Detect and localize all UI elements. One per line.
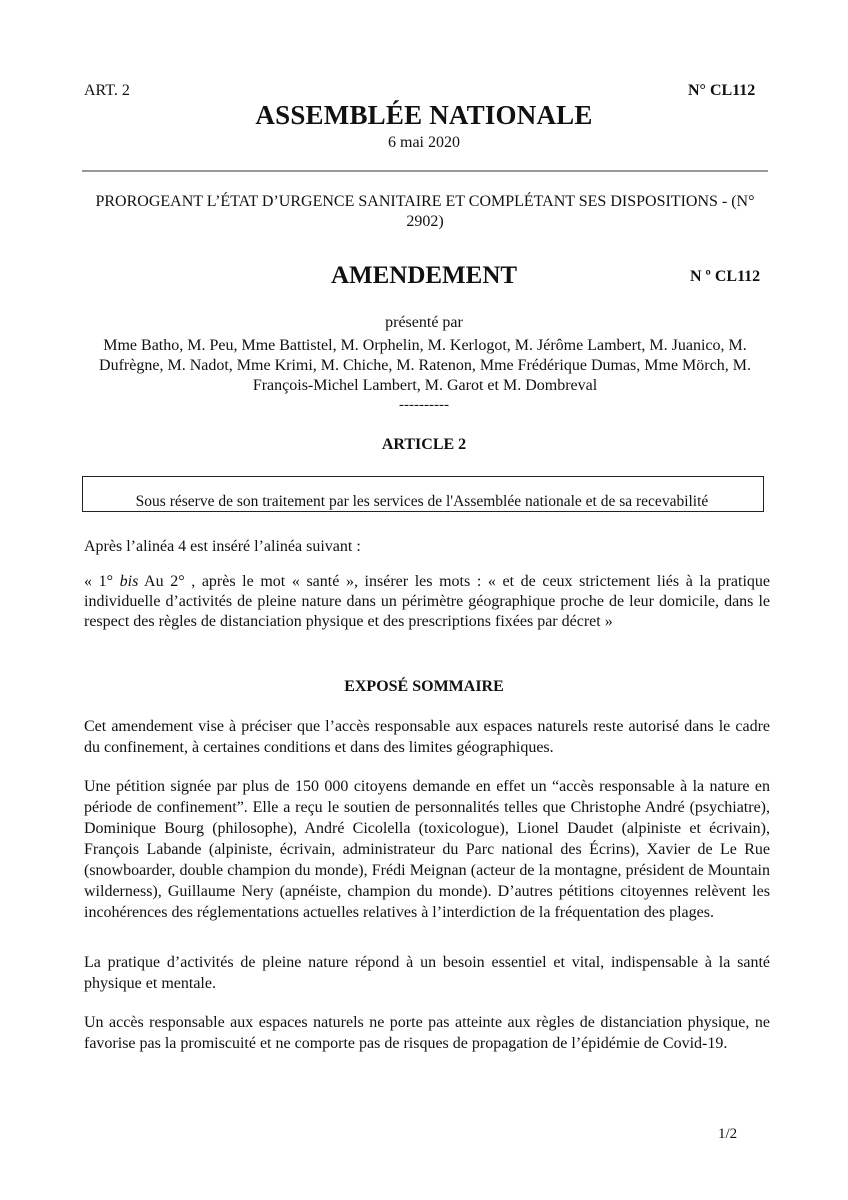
- notice-text: Sous réserve de son traitement par les services de l'Assemblée nationale et de sa recevabilité: [135, 493, 709, 510]
- amendment-text-prefix: « 1°: [84, 573, 120, 590]
- amendment-number: N º CL112: [690, 268, 761, 285]
- expose-paragraph: Cet amendement vise à préciser que l’accès responsable aux espaces naturels reste autorisé dans le cadre du confinement, à certaines conditions et dans des limites géographiques.: [84, 718, 770, 756]
- presented-by-label: présenté par: [385, 314, 463, 331]
- amendment-intro: Après l’alinéa 4 est inséré l’alinéa suivant :: [84, 538, 361, 555]
- amendment-text: [84, 572, 770, 632]
- article-label: ART. 2: [84, 82, 130, 99]
- assembly-title: ASSEMBLÉE NATIONALE: [255, 100, 593, 130]
- authors-list: Mme Batho, M. Peu, Mme Battistel, M. Orphelin, M. Kerlogot, M. Jérôme Lambert, M. Juanico, M. Dufrègne, M. Nadot, Mme Krimi, M. Chiche, M. Ratenon, Mme Frédérique Dumas, Mme Mörch, M. François-Michel Lambert, M. Garot et M. Dombreval: [99, 337, 751, 394]
- article-heading: ARTICLE 2: [381, 436, 467, 453]
- expose-paragraph: Un accès responsable aux espaces naturels ne porte pas atteinte aux règles de distanciation physique, ne favorise pas la promiscuité et ne comporte pas de risques de propagation de l’épidémie de Covid-19.: [84, 1014, 770, 1052]
- expose-paragraph: La pratique d’activités de pleine nature répond à un besoin essentiel et vital, indispensable à la santé physique et mentale.: [84, 954, 770, 992]
- separator-dashes: ----------: [399, 397, 449, 413]
- document-date: 6 mai 2020: [388, 134, 460, 151]
- page-number: 1/2: [718, 1126, 738, 1142]
- amendment-text-body: Au 2° , après le mot « santé », insérer les mots : « et de ceux strictement liés à la pratique individuelle d’activités de pleine nature dans un périmètre géographique proche de leur domicile, dans le respect des règles de distanciation physique et des prescriptions fixées par décret »: [84, 573, 770, 630]
- amendment-title: AMENDEMENT: [330, 262, 518, 289]
- expose-heading: EXPOSÉ SOMMAIRE: [344, 678, 504, 695]
- expose-paragraph: Une pétition signée par plus de 150 000 citoyens demande en effet un “accès responsable à la nature en période de confinement”. Elle a reçu le soutien de personnalités telles que Christophe André (psychiatre), Dominique Bourg (philosophe), André Cicolella (toxicologue), Lionel Daudet (alpiniste et écrivain), François Labande (alpiniste, écrivain, administrateur du Parc national des Écrins), Xavier de Le Rue (snowboarder, double champion du monde), Frédi Meignan (acteur de la montagne, président de Mountain wilderness), Guillaume Nery (apnéiste, champion du monde). D’autres pétitions citoyennes relèvent les incohérences des réglementations actuelles relatives à l’interdiction de la fréquentation des plages.: [84, 778, 770, 921]
- amendment-text-bis: bis: [119, 573, 139, 590]
- bill-subject: PROROGEANT L’ÉTAT D’URGENCE SANITAIRE ET COMPLÉTANT SES DISPOSITIONS - (N° 2902): [95, 193, 755, 230]
- amendment-number-header: N° CL112: [688, 82, 756, 99]
- header-divider: [82, 170, 768, 172]
